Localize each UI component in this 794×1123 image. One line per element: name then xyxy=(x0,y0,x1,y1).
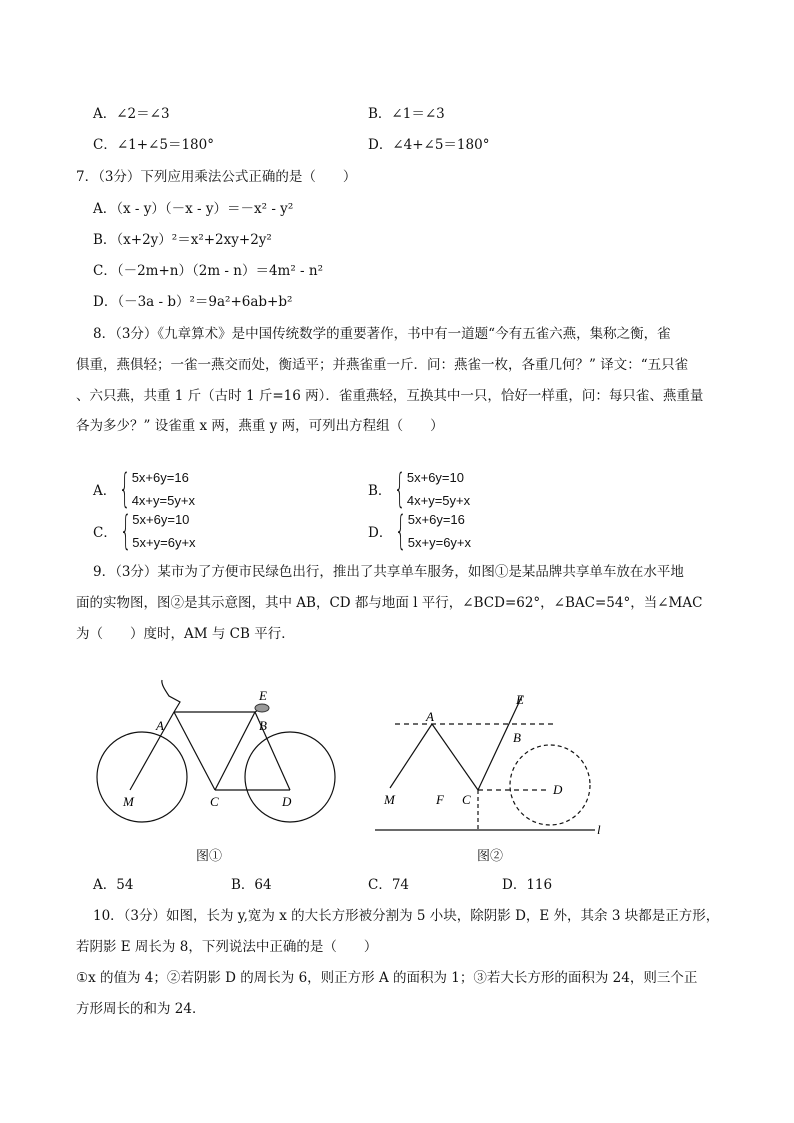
frame-ac xyxy=(174,712,215,790)
q7-stem: 7．（3分）下列应用乘法公式正确的是（ ） xyxy=(76,169,357,185)
q9-option-c: C．74 xyxy=(368,877,410,893)
fig2-label-l: l xyxy=(597,822,601,837)
q8-stem-line-4: 各为多少？” 设雀重 x 两，燕重 y 两，可列出方程组（ ） xyxy=(76,418,444,434)
q8-option-b xyxy=(368,466,470,512)
fig1-label-b: B xyxy=(259,718,267,733)
q8-option-b-label: B． xyxy=(368,483,392,499)
q8-option-a-label: A． xyxy=(93,483,117,499)
fig2-label-e: E xyxy=(516,692,524,707)
q8-option-b-eq1: 5x+6y=10 xyxy=(406,470,464,485)
fig1-label-c: C xyxy=(210,794,219,809)
q9-option-d: D．116 xyxy=(502,877,553,893)
q8-option-a-eq1: 5x+6y=16 xyxy=(131,470,189,485)
q8-option-d xyxy=(368,508,471,554)
q8-option-a-eq2: 4x+y=5y+x xyxy=(131,493,195,508)
q6-option-b: B．∠1＝∠3 xyxy=(368,106,445,122)
q8-option-c-eq1: 5x+6y=10 xyxy=(132,512,190,527)
q8-stem-line-3: 、六只燕，共重 1 斤（古时 1 斤=16 两）．雀重燕轻，互换其中一只，恰好一样重，问：每只雀、燕重量 xyxy=(76,388,704,404)
fig2-label-d: D xyxy=(553,782,563,797)
seat-e xyxy=(255,704,269,712)
q8-option-b-eq2: 4x+y=5y+x xyxy=(406,493,471,508)
q8-option-d-eq2: 5x+y=6y+x xyxy=(407,535,472,550)
fig1-label-m: M xyxy=(123,794,134,809)
q8-stem-line-2: 俱重，燕俱轻；一雀一燕交而处，衡适平；并燕雀重一斤．问：燕雀一枚，各重几何？” 译文：“五只雀 xyxy=(76,357,689,373)
q7-option-a: A．（x - y）（－x - y）＝－x² - y² xyxy=(93,201,294,217)
q8-option-d-eq1: 5x+6y=16 xyxy=(407,512,465,527)
fig2-label-m: M xyxy=(384,792,395,807)
fig1-label-a: A xyxy=(156,718,164,733)
q9-option-a: A．54 xyxy=(93,877,134,893)
brace-icon: { xyxy=(119,466,131,512)
brace-icon: { xyxy=(395,508,407,554)
fig2-label-f: F xyxy=(436,792,444,807)
frame-am xyxy=(130,712,174,790)
q7-option-c: C．（－2m+n）（2m - n）＝4m² - n² xyxy=(93,263,324,279)
q9-stem-line-3: 为（ ）度时，AM 与 CB 平行． xyxy=(76,626,295,642)
q6-option-c: C．∠1+∠5＝180° xyxy=(93,137,214,153)
q10-stem-line-1: 10．（3分）如图，长为 y,宽为 x 的大长方形被分割为 5 小块，除阴影 D，E 外，其余 3 块都是正方形， xyxy=(93,908,720,924)
q10-stem-line-2: 若阴影 E 周长为 8，下列说法中正确的是（ ） xyxy=(76,939,378,955)
q8-stem-line-1: 8．（3分）《九章算术》是中国传统数学的重要著作，书中有一道题“今有五雀六燕，集称之衡，雀 xyxy=(93,326,671,342)
q9-stem-line-1: 9．（3分）某市为了方便市民绿色出行，推出了共享单车服务，如图①是某品牌共享单车放在水平地 xyxy=(93,564,684,580)
q6-option-d: D．∠4+∠5＝180° xyxy=(368,137,490,153)
q8-option-c xyxy=(93,508,196,554)
fig1-label-d: D xyxy=(282,794,292,809)
q8-option-a xyxy=(93,466,195,512)
q7-option-b: B．（x+2y）²＝x²+2xy+2y² xyxy=(93,232,272,248)
q8-option-c-label: C． xyxy=(93,525,117,541)
wheel-circle xyxy=(510,745,590,825)
q9-option-b: B．64 xyxy=(231,877,272,893)
q7-option-d: D．（－3a - b）²＝9a²+6ab+b² xyxy=(93,294,293,310)
q8-option-d-label: D． xyxy=(368,525,393,541)
q10-stem-line-4: 方形周长的和为 24． xyxy=(76,1001,206,1017)
segment-am xyxy=(390,724,432,788)
fig1-caption: 图① xyxy=(196,849,223,864)
q8-option-c-eq2: 5x+y=6y+x xyxy=(132,535,196,550)
q6-option-a: A．∠2＝∠3 xyxy=(93,106,170,122)
fig2-caption: 图② xyxy=(477,849,504,864)
q10-stem-line-3: ①x 的值为 4；②若阴影 D 的周长为 6，则正方形 A 的面积为 1；③若大长方形的面积为 24，则三个正 xyxy=(76,970,698,986)
bicycle-figure xyxy=(85,672,365,842)
segment-ac xyxy=(432,724,478,790)
q9-stem-line-2: 面的实物图，图②是其示意图，其中 AB，CD 都与地面 l 平行，∠BCD=62°，∠BAC=54°，当∠MAC xyxy=(76,595,703,611)
brace-icon: { xyxy=(119,508,132,554)
frame-bc xyxy=(215,712,255,790)
seat-post xyxy=(162,680,180,712)
fig2-label-c: C xyxy=(462,792,471,807)
fig2-label-b: B xyxy=(513,730,521,745)
schematic-figure xyxy=(370,688,610,838)
rear-wheel xyxy=(97,732,187,822)
brace-icon: { xyxy=(394,466,406,512)
fig1-label-e: E xyxy=(259,688,267,703)
fig2-label-a: A xyxy=(426,709,434,724)
